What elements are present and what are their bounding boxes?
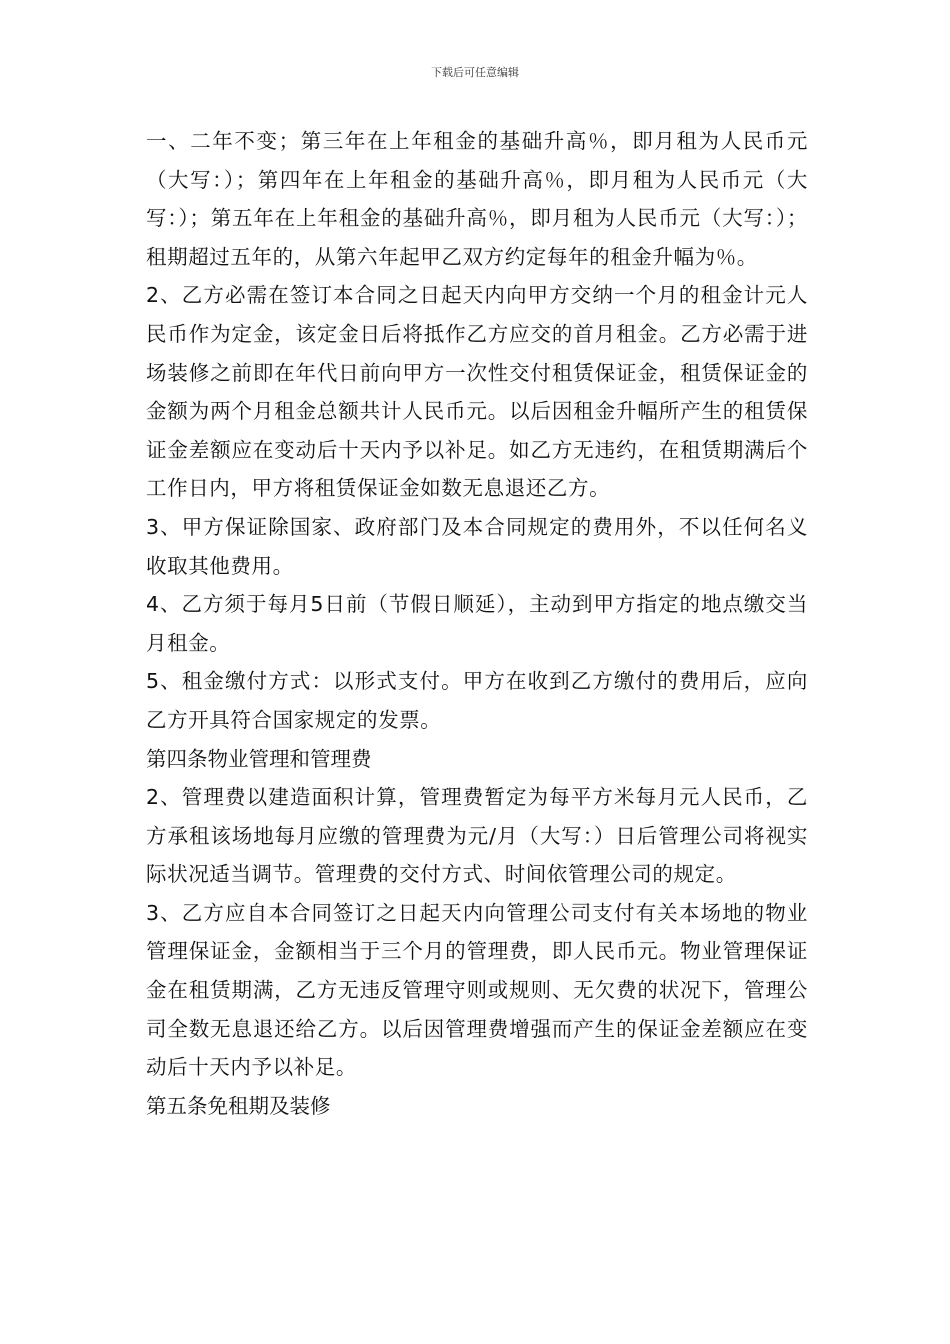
section-heading-property-management: 第四条物业管理和管理费 xyxy=(146,746,372,771)
document-body xyxy=(146,122,808,1125)
paragraph-rent-increase: 一、二年不变；第三年在上年租金的基础升高％，即月租为人民币元（大写：）；第四年在上年租金的基础升高％，即月租为人民币元（大写：）；第五年在上年租金的基础升高％，即月租为人民币元（大写：）；租期超过五年的，从第六年起甲乙双方约定每年的租金升幅为％。 xyxy=(146,129,808,269)
page-header: 下载后可任意编辑 xyxy=(431,66,519,79)
paragraph-management-deposit: 3、乙方应自本合同签订之日起天内向管理公司支付有关本场地的物业管理保证金，金额相当于三个月的管理费，即人民币元。物业管理保证金在租赁期满，乙方无违反管理守则或规则、无欠费的状况下，管理公司全数无息退还给乙方。以后因管理费增强而产生的保证金差额应在变动后十天内予以补足。 xyxy=(146,900,808,1080)
paragraph-management-fee: 2、管理费以建造面积计算，管理费暂定为每平方米每月元人民币，乙方承租该场地每月应缴的管理费为元/月（大写：）日后管理公司将视实际状况适当调节。管理费的交付方式、时间依管理公司的规定。 xyxy=(146,785,808,887)
paragraph-deposit: 2、乙方必需在签订本合同之日起天内向甲方交纳一个月的租金计元人民币作为定金，该定金日后将抵作乙方应交的首月租金。乙方必需于进场装修之前即在年代日前向甲方一次性交付租赁保证金，租赁保证金的金额为两个月租金总额共计人民币元。以后因租金升幅所产生的租赁保证金差额应在变动后十天内予以补足。如乙方无违约，在租赁期满后个工作日内，甲方将租赁保证金如数无息退还乙方。 xyxy=(146,283,808,501)
paragraph-payment-method: 5、租金缴付方式：以形式支付。甲方在收到乙方缴付的费用后，应向乙方开具符合国家规定的发票。 xyxy=(146,669,808,732)
paragraph-payment-date: 4、乙方须于每月5日前（节假日顺延），主动到甲方指定的地点缴交当月租金。 xyxy=(146,592,808,655)
paragraph-no-other-fees: 3、甲方保证除国家、政府部门及本合同规定的费用外，不以任何名义收取其他费用。 xyxy=(146,514,808,578)
section-heading-rent-free-decoration: 第五条免租期及装修 xyxy=(146,1093,331,1118)
